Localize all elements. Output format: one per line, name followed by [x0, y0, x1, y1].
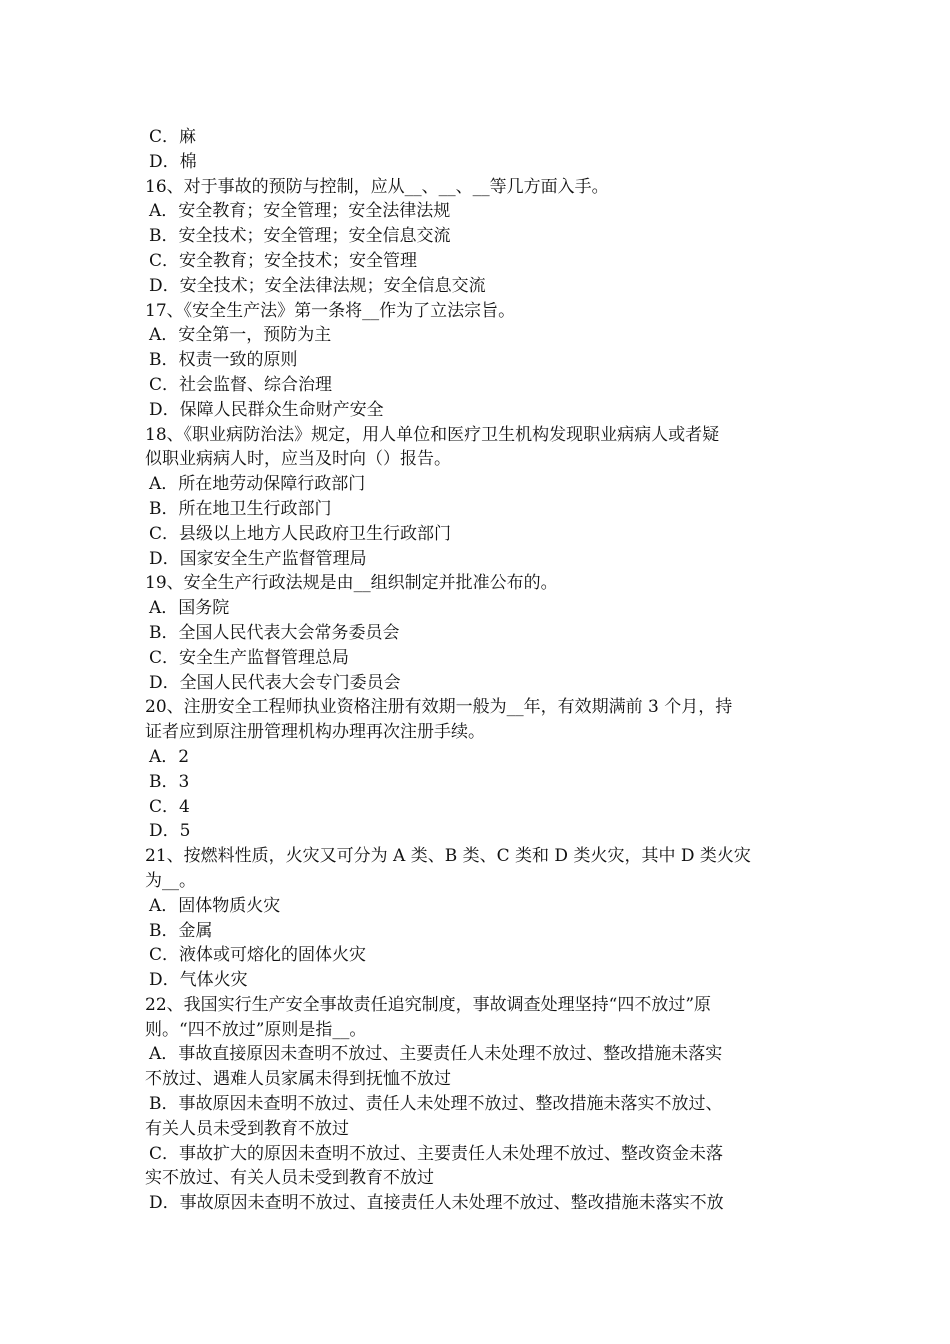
answer-option: C．安全生产监督管理总局	[149, 647, 350, 668]
answer-option: C．4	[149, 796, 190, 817]
question-text: 16、对于事故的预防与控制，应从__、__、__等几方面入手。	[145, 176, 609, 197]
answer-option: C．县级以上地方人民政府卫生行政部门	[149, 523, 452, 544]
answer-option: B．所在地卫生行政部门	[149, 498, 332, 519]
answer-option: C．安全教育；安全技术；安全管理	[149, 250, 418, 271]
question-text: 18、《职业病防治法》规定，用人单位和医疗卫生机构发现职业病病人或者疑	[145, 424, 720, 445]
answer-option: D．5	[149, 821, 191, 842]
answer-option: D．气体火灾	[149, 970, 248, 991]
document-body	[145, 125, 810, 1216]
continuation-text: 实不放过、有关人员未受到教育不放过	[145, 1168, 434, 1189]
answer-option: C．社会监督、综合治理	[149, 374, 333, 395]
answer-option: A．固体物质火灾	[149, 895, 281, 916]
continuation-text: 为__。	[145, 870, 196, 891]
answer-option: D．全国人民代表大会专门委员会	[149, 672, 401, 693]
continuation-text: 似职业病病人时，应当及时向（）报告。	[145, 449, 451, 470]
question-text: 19、安全生产行政法规是由__组织制定并批准公布的。	[145, 573, 558, 594]
answer-option: A．2	[149, 746, 190, 767]
answer-option: D．棉	[149, 151, 197, 172]
answer-option: B．金属	[149, 920, 213, 941]
continuation-text: 不放过、遇难人员家属未得到抚恤不放过	[145, 1069, 451, 1090]
question-text: 20、注册安全工程师执业资格注册有效期一般为__年，有效期满前 3 个月，持	[145, 697, 733, 718]
continuation-text: 则。“四不放过”原则是指__。	[145, 1019, 367, 1040]
answer-option: D．安全技术；安全法律法规；安全信息交流	[149, 275, 486, 296]
continuation-text: 有关人员未受到教育不放过	[145, 1118, 349, 1139]
answer-option: A．安全教育；安全管理；安全法律法规	[149, 201, 451, 222]
answer-option: B．全国人民代表大会常务委员会	[149, 622, 400, 643]
question-text: 17、《安全生产法》第一条将__作为了立法宗旨。	[145, 300, 516, 321]
answer-option: A．所在地劳动保障行政部门	[149, 474, 366, 495]
answer-option: B．3	[149, 771, 190, 792]
question-text: 22、我国实行生产安全事故责任追究制度，事故调查处理坚持“四不放过”原	[145, 994, 712, 1015]
answer-option: A．事故直接原因未查明不放过、主要责任人未处理不放过、整改措施未落实	[149, 1044, 723, 1065]
answer-option: D．事故原因未查明不放过、直接责任人未处理不放过、整改措施未落实不放	[149, 1193, 724, 1214]
answer-option: A．安全第一，预防为主	[149, 325, 332, 346]
answer-option: B．事故原因未查明不放过、责任人未处理不放过、整改措施未落实不放过、	[149, 1094, 723, 1115]
answer-option: D．国家安全生产监督管理局	[149, 548, 367, 569]
answer-option: C．麻	[149, 127, 197, 147]
question-text: 21、按燃料性质，火灾又可分为 A 类、B 类、C 类和 D 类火灾，其中 D 类火灾	[145, 846, 751, 867]
answer-option: A．国务院	[149, 598, 230, 619]
continuation-text: 证者应到原注册管理机构办理再次注册手续。	[145, 722, 485, 743]
answer-option: B．权责一致的原则	[149, 350, 298, 371]
answer-option: C．液体或可熔化的固体火灾	[149, 945, 367, 966]
answer-option: B．安全技术；安全管理；安全信息交流	[149, 226, 451, 247]
answer-option: C．事故扩大的原因未查明不放过、主要责任人未处理不放过、整改资金未落	[149, 1143, 724, 1164]
answer-option: D．保障人民群众生命财产安全	[149, 399, 384, 420]
